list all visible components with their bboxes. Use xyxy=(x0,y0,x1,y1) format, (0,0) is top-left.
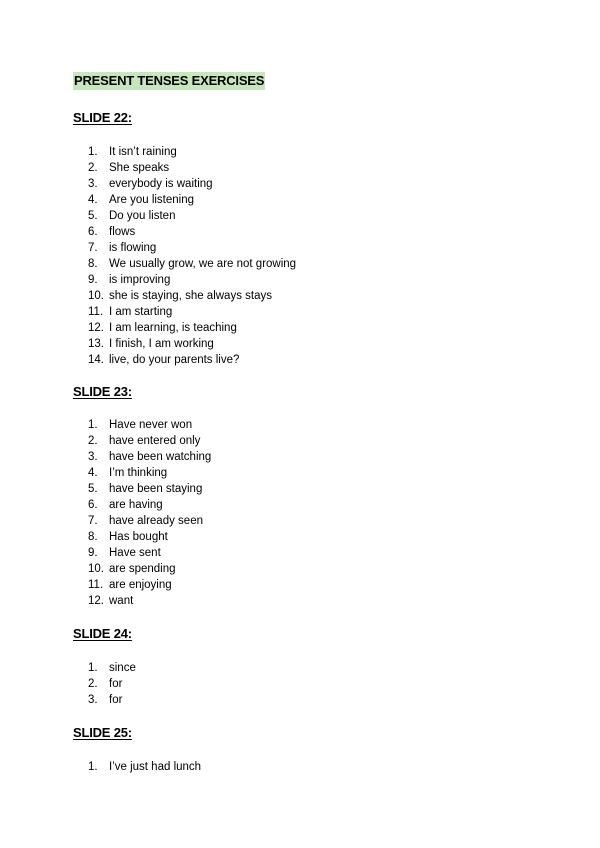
item-number: 1. xyxy=(88,761,98,773)
list-item xyxy=(88,545,211,561)
item-number: 5. xyxy=(88,210,98,222)
item-text: I am starting xyxy=(109,306,173,318)
list-item xyxy=(88,660,136,676)
list-item xyxy=(88,352,296,368)
list-item xyxy=(88,481,211,497)
list-item xyxy=(88,676,136,692)
item-text: flows xyxy=(109,226,136,238)
item-number: 10. xyxy=(88,563,104,575)
item-text: Have sent xyxy=(109,547,161,559)
item-number: 11. xyxy=(88,306,104,318)
item-text: Have never won xyxy=(109,419,193,431)
list-item xyxy=(88,336,296,352)
item-number: 6. xyxy=(88,226,98,238)
item-text: are enjoying xyxy=(109,579,172,591)
list-item xyxy=(88,288,296,304)
item-text: she is staying, she always stays xyxy=(109,290,272,302)
item-number: 3. xyxy=(88,178,98,190)
item-text: for xyxy=(109,694,123,706)
item-number: 4. xyxy=(88,467,98,479)
list-item xyxy=(88,577,211,593)
item-text: everybody is waiting xyxy=(109,178,213,190)
item-text: live, do your parents live? xyxy=(109,354,240,366)
item-text: are spending xyxy=(109,563,176,575)
item-number: 1. xyxy=(88,662,98,674)
item-text: She speaks xyxy=(109,162,170,174)
list-item xyxy=(88,208,296,224)
item-number: 11. xyxy=(88,579,104,591)
item-number: 12. xyxy=(88,595,104,607)
item-number: 14. xyxy=(88,354,104,366)
item-number: 9. xyxy=(88,547,98,559)
list-item xyxy=(88,497,211,513)
list-item xyxy=(88,304,296,320)
item-text: are having xyxy=(109,499,163,511)
list-item xyxy=(88,513,211,529)
document-title: PRESENT TENSES EXERCISES xyxy=(74,73,265,88)
item-text: I’m thinking xyxy=(109,467,168,479)
answer-list-slide-23 xyxy=(88,417,211,609)
list-item xyxy=(88,433,211,449)
item-text: I’ve just had lunch xyxy=(109,761,202,773)
item-text: since xyxy=(109,662,136,674)
item-number: 2. xyxy=(88,162,98,174)
item-number: 3. xyxy=(88,451,98,463)
section-heading-slide-22: SLIDE 22: xyxy=(73,110,132,125)
item-text: have been staying xyxy=(109,483,203,495)
list-item xyxy=(88,224,296,240)
item-number: 7. xyxy=(88,515,98,527)
list-item xyxy=(88,465,211,481)
item-text: have been watching xyxy=(109,451,212,463)
answer-list-slide-25 xyxy=(88,759,201,775)
item-number: 2. xyxy=(88,435,98,447)
list-item xyxy=(88,256,296,272)
list-item xyxy=(88,320,296,336)
list-item xyxy=(88,192,296,208)
item-text: for xyxy=(109,678,123,690)
item-number: 9. xyxy=(88,274,98,286)
item-number: 12. xyxy=(88,322,104,334)
item-number: 13. xyxy=(88,338,104,350)
item-number: 6. xyxy=(88,499,98,511)
item-number: 3. xyxy=(88,694,98,706)
item-number: 8. xyxy=(88,531,98,543)
item-text: is improving xyxy=(109,274,171,286)
list-item xyxy=(88,176,296,192)
item-text: Do you listen xyxy=(109,210,176,222)
section-heading-slide-25: SLIDE 25: xyxy=(73,725,132,740)
list-item xyxy=(88,561,211,577)
list-item xyxy=(88,593,211,609)
item-text: We usually grow, we are not growing xyxy=(109,258,297,270)
item-number: 10. xyxy=(88,290,104,302)
item-number: 1. xyxy=(88,419,98,431)
item-number: 7. xyxy=(88,242,98,254)
list-item xyxy=(88,759,201,775)
list-item xyxy=(88,160,296,176)
list-item xyxy=(88,529,211,545)
list-item xyxy=(88,692,136,708)
list-item xyxy=(88,240,296,256)
item-text: Has bought xyxy=(109,531,168,543)
list-item xyxy=(88,449,211,465)
item-text: is flowing xyxy=(109,242,157,254)
item-number: 4. xyxy=(88,194,98,206)
item-text: have entered only xyxy=(109,435,201,447)
section-heading-slide-23: SLIDE 23: xyxy=(73,384,132,399)
item-number: 8. xyxy=(88,258,98,270)
list-item xyxy=(88,417,211,433)
item-text: Are you listening xyxy=(109,194,195,206)
item-text: I finish, I am working xyxy=(109,338,214,350)
item-number: 1. xyxy=(88,146,98,158)
item-text: want xyxy=(109,595,134,607)
item-number: 5. xyxy=(88,483,98,495)
section-heading-slide-24: SLIDE 24: xyxy=(73,626,132,641)
item-text: It isn’t raining xyxy=(109,146,177,158)
item-text: I am learning, is teaching xyxy=(109,322,237,334)
item-number: 2. xyxy=(88,678,98,690)
answer-list-slide-24 xyxy=(88,660,136,708)
item-text: have already seen xyxy=(109,515,203,527)
list-item xyxy=(88,272,296,288)
answer-list-slide-22 xyxy=(88,144,296,368)
list-item xyxy=(88,144,296,160)
